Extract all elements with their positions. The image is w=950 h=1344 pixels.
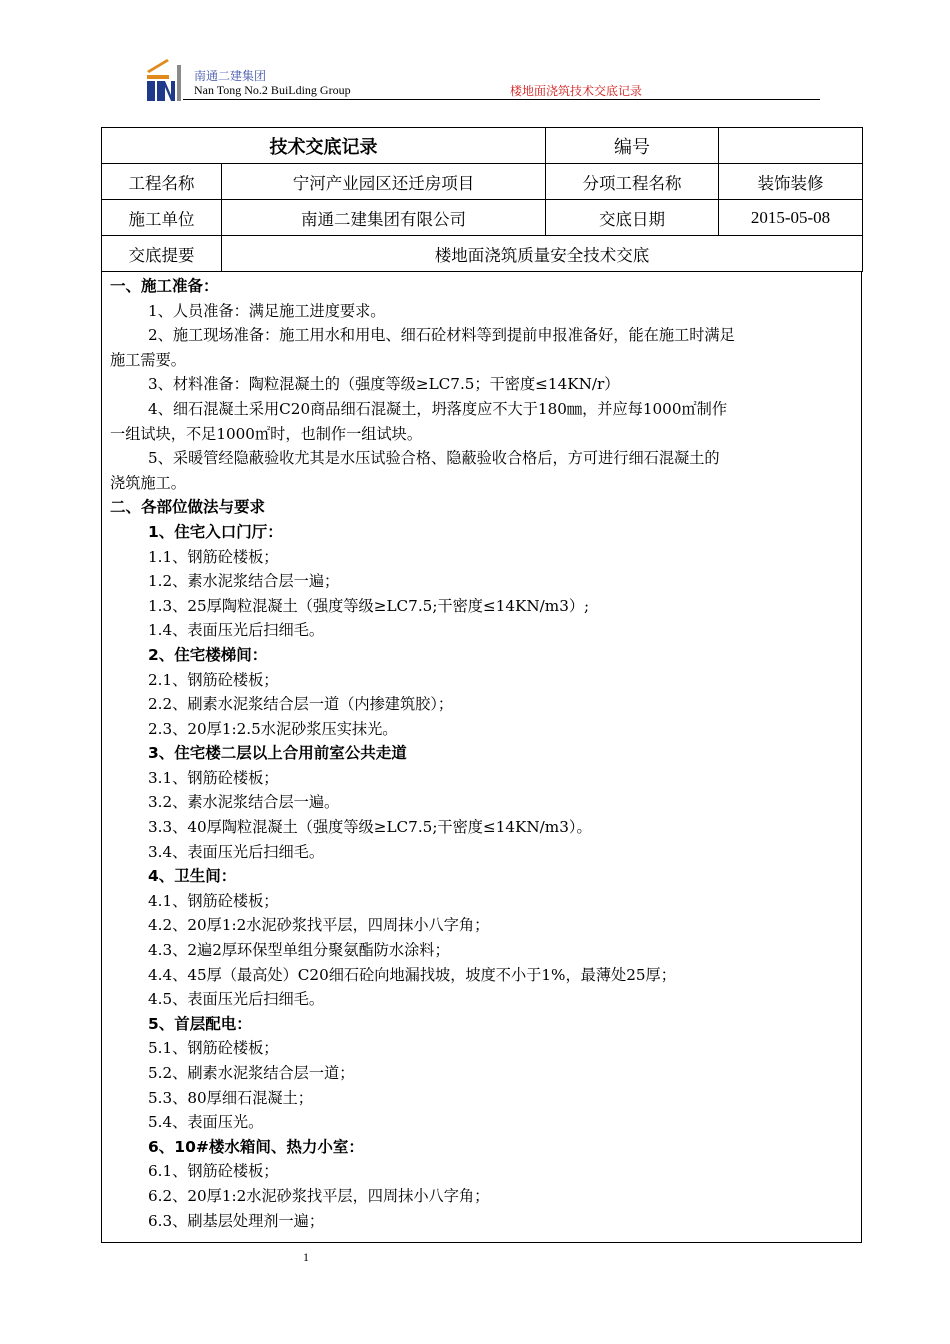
page-number: 1: [303, 1250, 309, 1264]
header-doc-title: 楼地面浇筑技术交底记录: [510, 84, 643, 98]
content-line: 1.1、钢筋砼楼板；: [148, 547, 279, 566]
company-name-en: Nan Tong No.2 BuiLding Group: [194, 83, 351, 97]
building-logo-icon: [145, 57, 183, 101]
page-header: [145, 55, 820, 101]
table-row: [102, 200, 863, 236]
section-heading: 一、施工准备：: [110, 277, 219, 295]
date-value: 2015-05-08: [719, 200, 863, 236]
project-value: 宁河产业园区还迁房项目: [222, 164, 546, 200]
content-box: [101, 272, 862, 1243]
content-line: 1、人员准备：满足施工进度要求。: [148, 301, 386, 320]
summary-label: 交底提要: [102, 236, 222, 272]
code-label: 编号: [546, 128, 719, 164]
subsection-heading: 6、10#楼水箱间、热力小室：: [148, 1137, 364, 1156]
content-line: 4.2、20厚1:2水泥砂浆找平层，四周抹小八字角；: [148, 916, 490, 935]
content-line: 2.2、刷素水泥浆结合层一道（内掺建筑胶）；: [148, 695, 454, 714]
content-line: 5.1、钢筋砼楼板；: [148, 1039, 279, 1058]
info-table: [101, 127, 863, 272]
date-label: 交底日期: [546, 200, 719, 236]
record-title: 技术交底记录: [102, 128, 546, 164]
content-line: 浇筑施工。: [110, 473, 186, 492]
content-line: 4.1、钢筋砼楼板；: [148, 891, 279, 910]
content-line: 6.3、刷基层处理剂一遍；: [148, 1211, 325, 1230]
content-body: [110, 274, 855, 1233]
content-line: 2.1、钢筋砼楼板；: [148, 670, 279, 689]
subsection-heading: 2、住宅楼梯间：: [148, 645, 268, 664]
code-value: [719, 128, 863, 164]
content-line: 2、施工现场准备：施工用水和用电、细石砼材料等到提前申报准备好，能在施工时满足: [148, 326, 735, 345]
content-line: 5、采暖管经隐蔽验收尤其是水压试验合格、隐蔽验收合格后，方可进行细石混凝土的: [148, 449, 720, 468]
subsection-heading: 3、住宅楼二层以上合用前室公共走道: [148, 744, 407, 763]
content-line: 5.4、表面压光。: [148, 1113, 264, 1132]
content-line: 5.3、80厚细石混凝土；: [148, 1088, 313, 1107]
content-line: 3.2、素水泥浆结合层一遍。: [148, 793, 340, 812]
section-heading: 二、各部位做法与要求: [110, 498, 266, 517]
company-name-cn: 南通二建集团: [194, 69, 267, 83]
content-line: 3、材料准备：陶粒混凝土的（强度等级≥LC7.5；干密度≤14KN/r）: [148, 375, 620, 394]
content-line: 1.4、表面压光后扫细毛。: [148, 621, 325, 640]
content-line: 3.4、表面压光后扫细毛。: [148, 842, 325, 861]
subsection-heading: 5、首层配电：: [148, 1014, 252, 1033]
unit-label: 施工单位: [102, 200, 222, 236]
content-line: 1.2、素水泥浆结合层一遍；: [148, 572, 340, 591]
table-row: [102, 164, 863, 200]
summary-value: 楼地面浇筑质量安全技术交底: [222, 236, 863, 272]
content-line: 5.2、刷素水泥浆结合层一道；: [148, 1064, 355, 1082]
content-line: 6.2、20厚1:2水泥砂浆找平层，四周抹小八字角；: [148, 1186, 490, 1205]
sub-project-value: 装饰装修: [719, 164, 863, 200]
content-line: 3.1、钢筋砼楼板；: [148, 768, 279, 787]
subsection-heading: 1、住宅入口门厅：: [148, 522, 283, 541]
unit-value: 南通二建集团有限公司: [222, 200, 546, 236]
content-line: 一组试块，不足1000㎡时，也制作一组试块。: [110, 424, 423, 443]
content-line: 4.4、45厚（最高处）C20细石砼向地漏找坡，坡度不小于1%，最薄处25厚；: [148, 965, 676, 984]
content-line: 2.3、20厚1:2.5水泥砂浆压实抹光。: [148, 719, 398, 738]
content-line: 4.5、表面压光后扫细毛。: [148, 990, 325, 1009]
content-line: 6.1、钢筋砼楼板；: [148, 1162, 279, 1181]
header-divider: [183, 99, 820, 100]
subsection-heading: 4、卫生间：: [148, 867, 237, 886]
content-line: 3.3、40厚陶粒混凝土（强度等级≥LC7.5;干密度≤14KN/m3）。: [148, 818, 592, 837]
content-line: 1.3、25厚陶粒混凝土（强度等级≥LC7.5;干密度≤14KN/m3）;: [148, 596, 590, 615]
table-row: [102, 236, 863, 272]
project-label: 工程名称: [102, 164, 222, 200]
content-line: 4.3、2遍2厚环保型单组分聚氨酯防水涂料；: [148, 941, 450, 960]
table-row: [102, 128, 863, 164]
content-line: 4、细石混凝土采用C20商品细石混凝土，坍落度应不大于180㎜，并应每1000㎡制作: [148, 399, 728, 418]
content-line: 施工需要。: [110, 350, 186, 369]
sub-project-label: 分项工程名称: [546, 164, 719, 200]
